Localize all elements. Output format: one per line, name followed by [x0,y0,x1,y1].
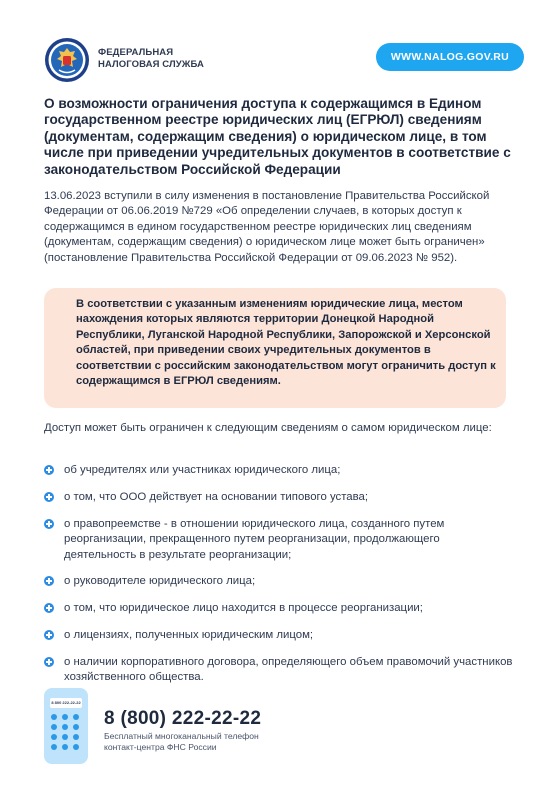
plus-circle-icon [44,576,54,586]
plus-circle-icon [44,657,54,667]
phone-description [104,731,324,753]
header [44,37,524,85]
list-item-text: о руководителе юридического лица; [64,575,256,587]
list-item-text: о правопреемстве - в отношении юридического лица, созданного путем реорганизации, прекращенного путем реорганизации, продолжающего деятельность в результате реорганизации; [64,518,445,561]
phone-icon [44,688,88,764]
list-lead-text: Доступ может быть ограничен к следующим сведениям о самом юридическом лице: [44,422,492,434]
plus-circle-icon [44,519,54,529]
list-item-text: о том, что юридическое лицо находится в процессе реорганизации; [64,602,423,614]
plus-circle-icon [44,630,54,640]
intro-paragraph: 13.06.2023 вступили в силу изменения в постановление Правительства Российской Федерации от 06.06.2019 №729 «Об определении случаев, в которых доступ к содержащимся в едином государственном реестре юридических лиц сведениям (документам, содержащим сведения) о юридическом лице может быть ограничен» (постановление Правительства Российской Федерации от 09.06.2023 № 952). [44,190,490,264]
list-item-text: о том, что ООО действует на основании типового устава; [64,491,369,503]
org-name-line2: НАЛОГОВАЯ СЛУЖБА [98,59,204,70]
plus-circle-icon [44,492,54,502]
page-title: О возможности ограничения доступа к содержащимся в Едином государственном реестре юридических лиц (ЕГРЮЛ) сведениям (документам, содержащим сведения) о юридическом лице, в том числе при приведении учредительных документов в соответствие с законодательством Российской Федерации [44,96,511,177]
phone-desc-line1: Бесплатный многоканальный телефон [104,731,259,741]
plus-circle-icon [44,603,54,613]
contact-block [44,688,344,768]
callout-text: В соответствии с указанным изменениям юридические лица, местом нахождения которых являются территории Донецкой Народной Республики, Луганской Народной Республики, Запорожской и Херсонской областей, при приведении своих учредительных документов в соответствии с российским законодательством могут ограничить доступ к содержащимся в ЕГРЮЛ сведениям. [76,298,496,388]
plus-circle-icon [44,465,54,475]
phone-number[interactable]: 8 (800) 222-22-22 [104,708,262,729]
org-name-line1: ФЕДЕРАЛЬНАЯ [98,47,174,58]
keypad [51,714,81,750]
phone-screen-text: 8 800 222-22-22 [50,698,82,708]
org-name [98,47,204,71]
phone-desc-line2: контакт-центра ФНС России [104,742,217,752]
list-item-text: об учредителях или участниках юридического лица; [64,464,341,476]
list-item-text: о наличии корпоративного договора, определяющего объем правомочий участников хозяйственного общества. [64,656,513,684]
callout-box [44,288,506,408]
list-item-text: о лицензиях, полученных юридическим лицом; [64,629,314,641]
fns-emblem-icon [44,37,90,83]
site-link-button[interactable]: WWW.NALOG.GOV.RU [376,43,524,71]
